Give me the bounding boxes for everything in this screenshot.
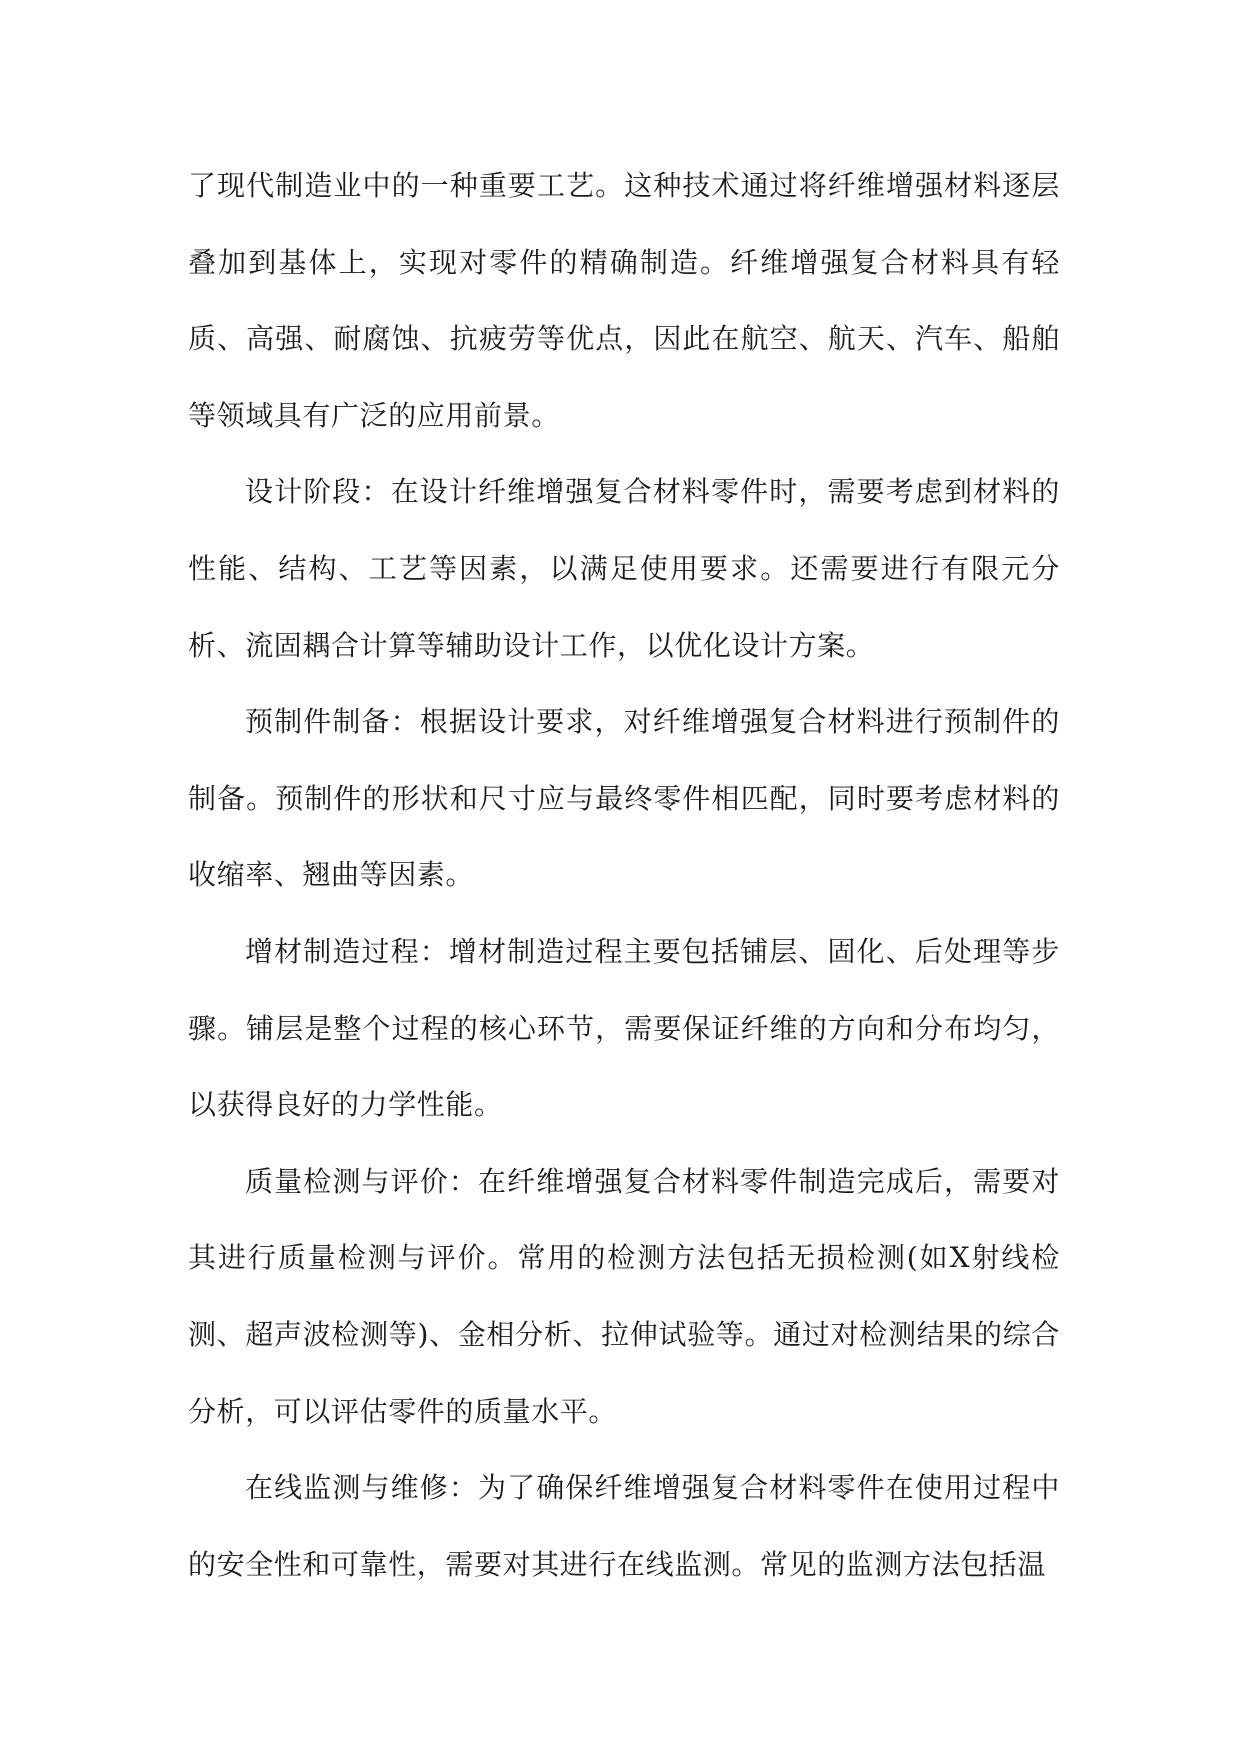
paragraph-quality-inspection: 质量检测与评价：在纤维增强复合材料零件制造完成后，需要对其进行质量检测与评价。常用的检测方法包括无损检测(如X射线检测、超声波检测等)、金相分析、拉伸试验等。通过对检测结果的综合分析，可以评估零件的质量水平。	[188, 1164, 1060, 1428]
paragraph-preform-preparation: 预制件制备：根据设计要求，对纤维增强复合材料进行预制件的制备。预制件的形状和尺寸应与最终零件相匹配，同时要考虑材料的收缩率、翘曲等因素。	[188, 705, 1060, 892]
paragraph-additive-process: 增材制造过程：增材制造过程主要包括铺层、固化、后处理等步骤。铺层是整个过程的核心环节，需要保证纤维的方向和分布均匀，以获得良好的力学性能。	[188, 934, 1060, 1122]
paragraph-intro-continued: 了现代制造业中的一种重要工艺。这种技术通过将纤维增强材料逐层叠加到基体上，实现对零件的精确制造。纤维增强复合材料具有轻质、高强、耐腐蚀、抗疲劳等优点，因此在航空、航天、汽车、船舶等领域具有广泛的应用前景。	[188, 169, 1060, 432]
paragraph-design-stage: 设计阶段：在设计纤维增强复合材料零件时，需要考虑到材料的性能、结构、工艺等因素，以满足使用要求。还需要进行有限元分析、流固耦合计算等辅助设计工作，以优化设计方案。	[188, 475, 1060, 662]
paragraph-online-monitoring: 在线监测与维修：为了确保纤维增强复合材料零件在使用过程中的安全性和可靠性，需要对其进行在线监测。常见的监测方法包括温	[188, 1471, 1060, 1581]
document-body	[188, 148, 1060, 1603]
